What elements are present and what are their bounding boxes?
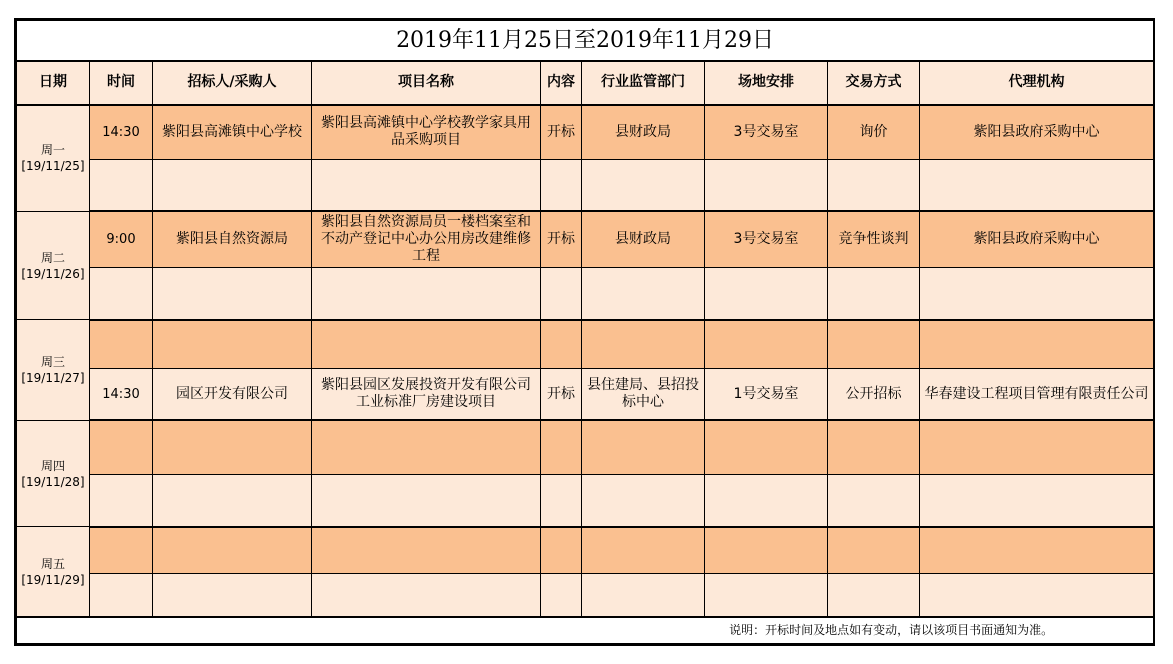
- cell-method: [828, 527, 920, 573]
- cell-agency: [920, 420, 1154, 474]
- cell-agency: 紫阳县政府采购中心: [920, 211, 1154, 267]
- header-time: 时间: [90, 61, 153, 105]
- cell-content: [541, 159, 582, 211]
- cell-method: 竞争性谈判: [828, 211, 920, 267]
- header-project: 项目名称: [312, 61, 541, 105]
- table-row: [17, 211, 1154, 267]
- day-cell: [17, 211, 90, 320]
- table-row: [17, 159, 1154, 211]
- cell-method: [828, 320, 920, 368]
- cell-method: 询价: [828, 105, 920, 159]
- cell-dept: [582, 527, 705, 573]
- cell-agency: [920, 268, 1154, 320]
- day-cell: [17, 105, 90, 212]
- table-row: [17, 105, 1154, 159]
- cell-content: [541, 420, 582, 474]
- cell-buyer: [153, 268, 312, 320]
- weekday-label: 周二: [40, 250, 65, 265]
- cell-time: [90, 573, 153, 617]
- cell-agency: 紫阳县政府采购中心: [920, 105, 1154, 159]
- cell-agency: [920, 527, 1154, 573]
- cell-content: 开标: [541, 368, 582, 420]
- cell-buyer: [153, 159, 312, 211]
- cell-content: [541, 320, 582, 368]
- cell-content: [541, 527, 582, 573]
- schedule-sheet: [14, 18, 1155, 646]
- cell-dept: 县财政局: [582, 105, 705, 159]
- header-content: 内容: [541, 61, 582, 105]
- date-label: [19/11/26]: [21, 266, 85, 281]
- cell-content: 开标: [541, 211, 582, 267]
- cell-venue: [705, 527, 828, 573]
- weekday-label: 周一: [40, 143, 65, 158]
- cell-method: [828, 420, 920, 474]
- cell-project: 紫阳县园区发展投资开发有限公司工业标准厂房建设项目: [312, 368, 541, 420]
- cell-venue: [705, 573, 828, 617]
- date-label: [19/11/28]: [21, 474, 85, 489]
- cell-buyer: 紫阳县高滩镇中心学校: [153, 105, 312, 159]
- header-agency: 代理机构: [920, 61, 1154, 105]
- cell-project: 紫阳县高滩镇中心学校教学家具用品采购项目: [312, 105, 541, 159]
- weekday-label: 周四: [40, 458, 65, 473]
- cell-dept: [582, 420, 705, 474]
- cell-project: [312, 268, 541, 320]
- cell-buyer: [153, 527, 312, 573]
- cell-agency: 华春建设工程项目管理有限责任公司: [920, 368, 1154, 420]
- cell-dept: 县财政局: [582, 211, 705, 267]
- cell-content: [541, 268, 582, 320]
- cell-project: [312, 475, 541, 527]
- cell-dept: [582, 320, 705, 368]
- cell-buyer: [153, 475, 312, 527]
- cell-venue: [705, 475, 828, 527]
- cell-dept: [582, 268, 705, 320]
- table-row: [17, 268, 1154, 320]
- cell-project: 紫阳县自然资源局员一楼档案室和不动产登记中心办公用房改建维修工程: [312, 211, 541, 267]
- cell-content: 开标: [541, 105, 582, 159]
- cell-project: [312, 320, 541, 368]
- day-cell: [17, 320, 90, 420]
- cell-venue: [705, 320, 828, 368]
- cell-venue: 3号交易室: [705, 105, 828, 159]
- cell-project: [312, 573, 541, 617]
- cell-content: [541, 475, 582, 527]
- cell-venue: 1号交易室: [705, 368, 828, 420]
- cell-agency: [920, 475, 1154, 527]
- cell-time: 14:30: [90, 105, 153, 159]
- cell-dept: 县住建局、县招投标中心: [582, 368, 705, 420]
- date-label: [19/11/25]: [21, 159, 85, 174]
- day-cell: [17, 527, 90, 617]
- table-row: [17, 475, 1154, 527]
- header-venue: 场地安排: [705, 61, 828, 105]
- cell-dept: [582, 573, 705, 617]
- cell-time: 14:30: [90, 368, 153, 420]
- cell-venue: [705, 420, 828, 474]
- cell-time: 9:00: [90, 211, 153, 267]
- schedule-title: 2019年11月25日至2019年11月29日: [17, 21, 1154, 61]
- cell-time: [90, 159, 153, 211]
- cell-buyer: [153, 320, 312, 368]
- table-row: [17, 368, 1154, 420]
- cell-method: [828, 268, 920, 320]
- cell-project: [312, 527, 541, 573]
- cell-method: [828, 475, 920, 527]
- footnote: 说明：开标时间及地点如有变动，请以该项目书面通知为准。: [17, 617, 1154, 643]
- header-dept: 行业监管部门: [582, 61, 705, 105]
- cell-dept: [582, 475, 705, 527]
- cell-agency: [920, 159, 1154, 211]
- cell-buyer: [153, 573, 312, 617]
- table-row: [17, 527, 1154, 573]
- date-label: [19/11/29]: [21, 572, 85, 587]
- weekday-label: 周五: [40, 556, 65, 571]
- cell-venue: [705, 159, 828, 211]
- cell-dept: [582, 159, 705, 211]
- cell-agency: [920, 320, 1154, 368]
- schedule-table: [16, 20, 1154, 644]
- cell-agency: [920, 573, 1154, 617]
- table-row: [17, 573, 1154, 617]
- cell-method: [828, 573, 920, 617]
- day-cell: [17, 420, 90, 527]
- cell-venue: [705, 268, 828, 320]
- header-method: 交易方式: [828, 61, 920, 105]
- table-row: [17, 320, 1154, 368]
- cell-venue: 3号交易室: [705, 211, 828, 267]
- cell-time: [90, 420, 153, 474]
- table-row: [17, 420, 1154, 474]
- header-buyer: 招标人/采购人: [153, 61, 312, 105]
- cell-time: [90, 268, 153, 320]
- cell-time: [90, 527, 153, 573]
- cell-method: [828, 159, 920, 211]
- cell-time: [90, 320, 153, 368]
- cell-buyer: 紫阳县自然资源局: [153, 211, 312, 267]
- cell-content: [541, 573, 582, 617]
- weekday-label: 周三: [40, 355, 65, 370]
- cell-buyer: [153, 420, 312, 474]
- header-date: 日期: [17, 61, 90, 105]
- cell-project: [312, 420, 541, 474]
- cell-buyer: 园区开发有限公司: [153, 368, 312, 420]
- cell-time: [90, 475, 153, 527]
- date-label: [19/11/27]: [21, 371, 85, 386]
- cell-method: 公开招标: [828, 368, 920, 420]
- cell-project: [312, 159, 541, 211]
